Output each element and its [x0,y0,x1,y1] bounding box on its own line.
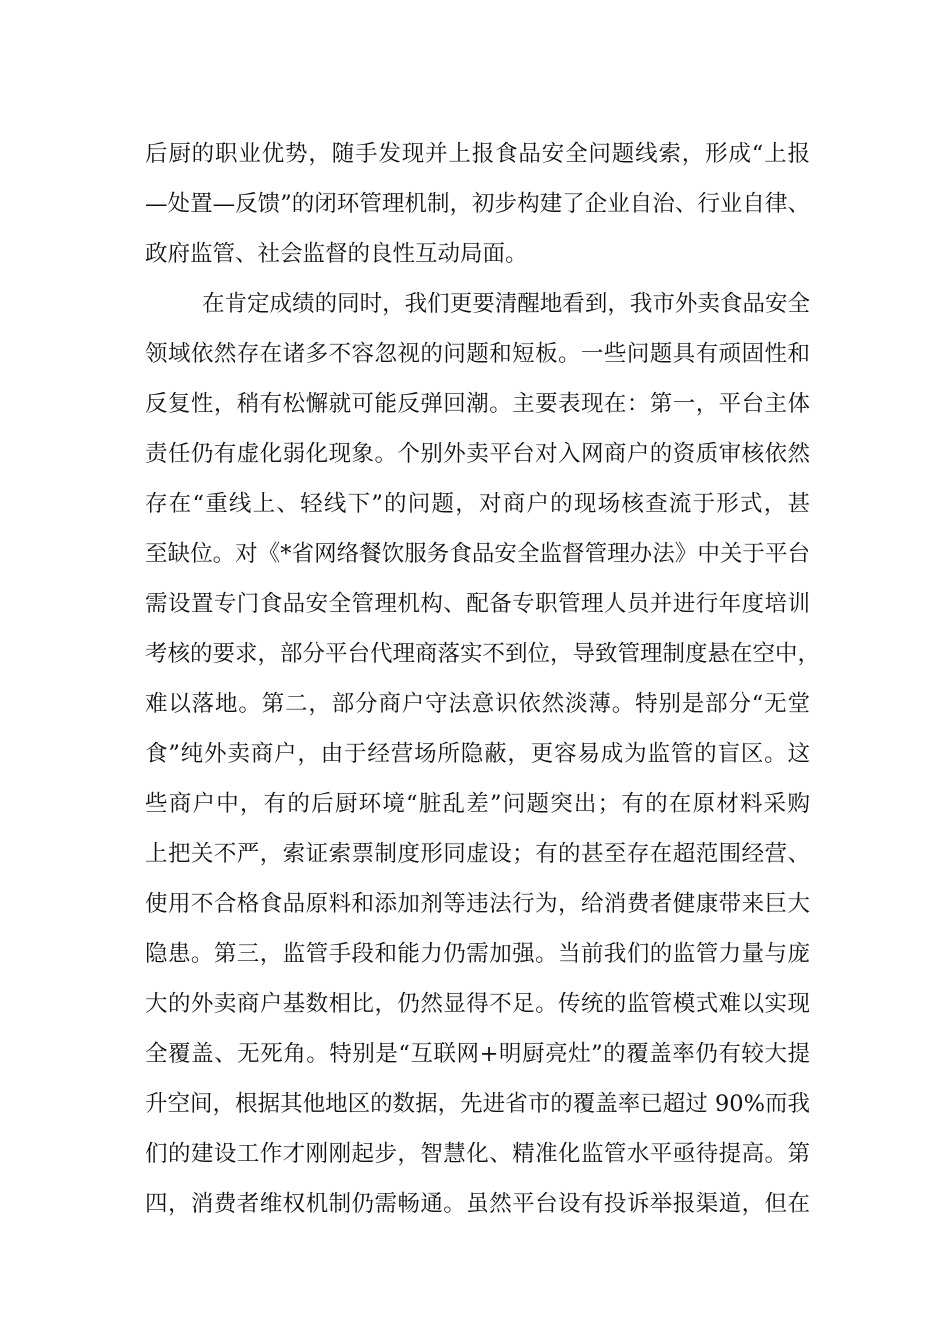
paragraph-2-line-15: 大的外卖商户基数相比，仍然显得不足。传统的监管模式难以实现 [145,991,810,1017]
paragraph-2-line-11: 些商户中，有的后厨环境“脏乱差”问题突出；有的在原材料采购 [145,791,810,817]
paragraph-2-line-1: 在肯定成绩的同时，我们更要清醒地看到，我市外卖食品安全 [202,291,810,317]
paragraph-2-line-18: 们的建设工作才刚刚起步，智慧化、精准化监管水平亟待提高。第 [145,1141,810,1167]
paragraph-1-line-2: —处置—反馈”的闭环管理机制，初步构建了企业自治、行业自律、 [145,191,810,217]
paragraph-1-line-1: 后厨的职业优势，随手发现并上报食品安全问题线索，形成“上报 [145,141,810,167]
paragraph-2-line-14: 隐患。第三，监管手段和能力仍需加强。当前我们的监管力量与庞 [145,941,810,967]
paragraph-2-line-3: 反复性，稍有松懈就可能反弹回潮。主要表现在：第一，平台主体 [145,391,810,417]
paragraph-2-line-17: 升空间，根据其他地区的数据，先进省市的覆盖率已超过 90%而我 [145,1091,810,1117]
paragraph-2-line-4: 责任仍有虚化弱化现象。个别外卖平台对入网商户的资质审核依然 [145,441,810,467]
paragraph-2-line-2: 领域依然存在诸多不容忽视的问题和短板。一些问题具有顽固性和 [145,341,810,367]
paragraph-2-line-6: 至缺位。对《*省网络餐饮服务食品安全监督管理办法》中关于平台 [145,541,810,567]
paragraph-2-line-13: 使用不合格食品原料和添加剂等违法行为，给消费者健康带来巨大 [145,891,810,917]
paragraph-2-line-5: 存在“重线上、轻线下”的问题，对商户的现场核查流于形式，甚 [145,491,810,517]
paragraph-2-line-10: 食”纯外卖商户，由于经营场所隐蔽，更容易成为监管的盲区。这 [145,741,810,767]
paragraph-2-line-9: 难以落地。第二，部分商户守法意识依然淡薄。特别是部分“无堂 [145,691,810,717]
paragraph-2-line-19: 四，消费者维权机制仍需畅通。虽然平台设有投诉举报渠道，但在 [145,1191,810,1217]
paragraph-2-line-12: 上把关不严，索证索票制度形同虚设；有的甚至存在超范围经营、 [145,841,810,867]
paragraph-2-line-7: 需设置专门食品安全管理机构、配备专职管理人员并进行年度培训 [145,591,810,617]
paragraph-1-line-3: 政府监管、社会监督的良性互动局面。 [145,241,528,267]
paragraph-2-line-8: 考核的要求，部分平台代理商落实不到位，导致管理制度悬在空中， [145,641,821,667]
paragraph-2-line-16: 全覆盖、无死角。特别是“互联网+明厨亮灶”的覆盖率仍有较大提 [145,1041,810,1067]
